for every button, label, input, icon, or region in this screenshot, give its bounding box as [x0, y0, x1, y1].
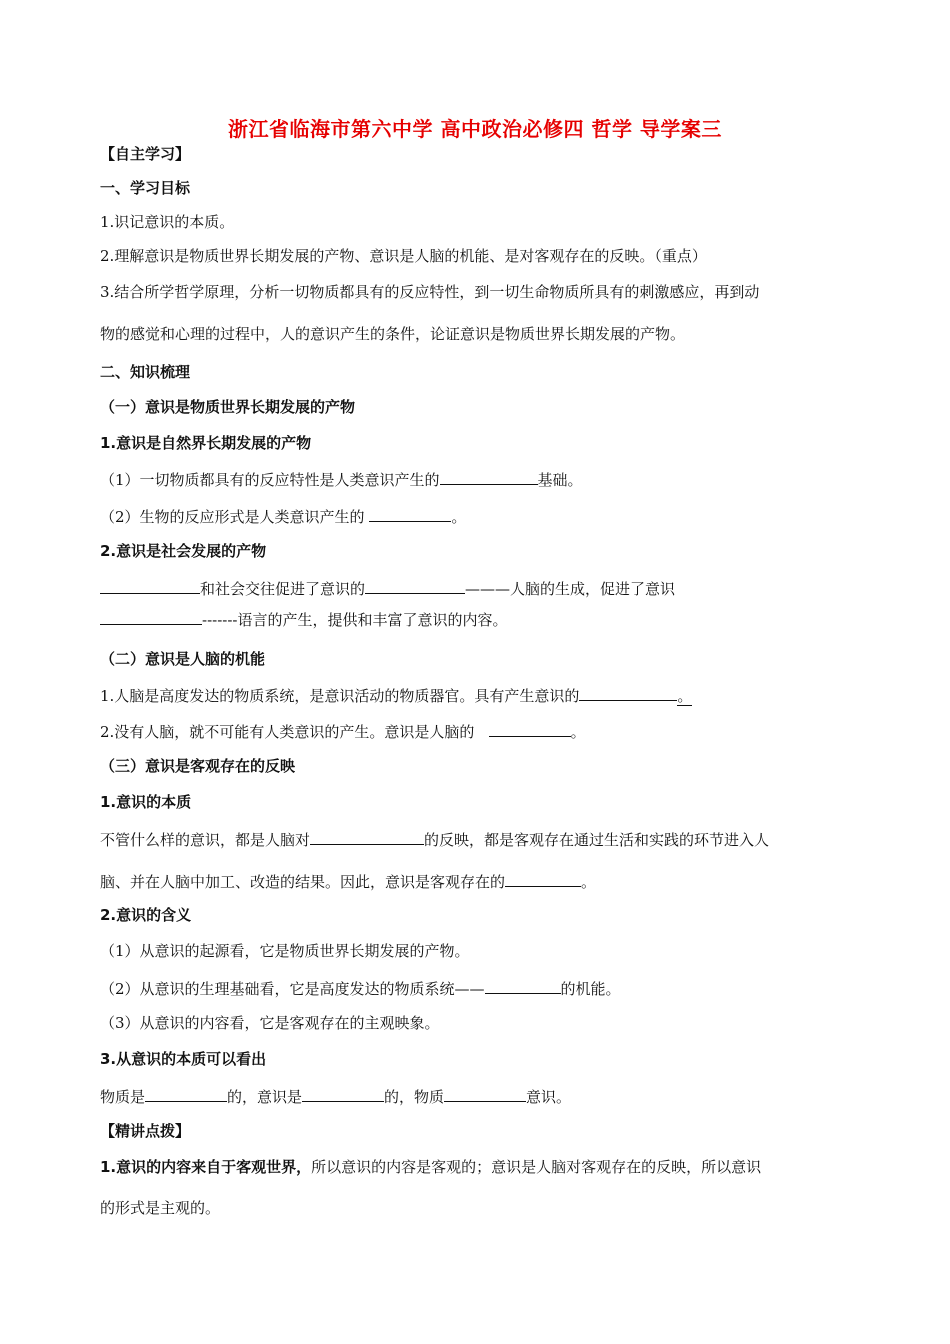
section-key-points: 【精讲点拨】: [100, 1122, 191, 1140]
fill-blank[interactable]: [100, 608, 202, 625]
key-point-1-line-2: 的形式是主观的。: [100, 1199, 221, 1217]
fill-blank[interactable]: [485, 977, 561, 994]
item-2-2: [100, 720, 586, 742]
text: 所以意识的内容是客观的；意识是人脑对客观存在的反映，所以意识: [311, 1158, 762, 1176]
subsection-3-3: 3.从意识的本质可以看出: [100, 1050, 267, 1068]
text: 的，意识是: [227, 1088, 303, 1106]
text: 。: [451, 508, 467, 526]
item-3-2-b: [100, 977, 621, 999]
item-1-2-b: [100, 608, 507, 630]
text: 。: [570, 723, 586, 741]
goal-2: 2.理解意识是物质世界长期发展的产物、意识是人脑的机能、是对客观存在的反映。（重点）: [100, 247, 707, 265]
text-bold: 1.意识的内容来自于客观世界，: [100, 1158, 312, 1176]
subsection-3: （三）意识是客观存在的反映: [100, 757, 296, 775]
goal-3-line-1: 3.结合所学哲学原理，分析一切物质都具有的反应特性，到一切生命物质所具有的刺激感应，再到动: [100, 283, 760, 301]
item-3-2-c: （3）从意识的内容看，它是客观存在的主观映象。: [100, 1014, 440, 1032]
item-1-1-a: [100, 468, 583, 490]
fill-blank[interactable]: [444, 1085, 526, 1102]
heading-learning-goals: 一、学习目标: [100, 179, 191, 197]
goal-3-line-2: 物的感觉和心理的过程中，人的意识产生的条件，论证意识是物质世界长期发展的产物。: [100, 325, 686, 343]
goal-1: 1.识记意识的本质。: [100, 213, 235, 231]
text: （2）生物的反应形式是人类意识产生的: [100, 508, 370, 526]
fill-blank[interactable]: [489, 720, 571, 737]
fill-blank[interactable]: [440, 468, 538, 485]
key-point-1-line-1: [100, 1157, 761, 1177]
text: 和社会交往促进了意识的: [200, 580, 366, 598]
fill-blank[interactable]: [100, 577, 200, 594]
section-self-study: 【自主学习】: [100, 145, 191, 163]
text: （1）一切物质都具有的反应特性是人类意识产生的: [100, 471, 440, 489]
text: 意识。: [526, 1088, 572, 1106]
text: 2.没有人脑，就不可能有人类意识的产生。意识是人脑的: [100, 723, 489, 741]
fill-blank[interactable]: [365, 577, 465, 594]
text: 。: [581, 873, 597, 891]
item-2-1: [100, 684, 692, 706]
text: -------语言的产生，提供和丰富了意识的内容。: [202, 611, 508, 629]
item-1-1-b: [100, 505, 466, 527]
text: 脑、并在人脑中加工、改造的结果。因此，意识是客观存在的: [100, 873, 506, 891]
item-3-1-a: [100, 828, 769, 850]
fill-blank[interactable]: [505, 870, 581, 887]
fill-blank[interactable]: [310, 828, 424, 845]
text: 的机能。: [560, 980, 621, 998]
item-3-1-b: [100, 870, 596, 892]
text: （2）从意识的生理基础看，它是高度发达的物质系统——: [100, 980, 485, 998]
fill-blank[interactable]: [302, 1085, 384, 1102]
subsection-3-1: 1.意识的本质: [100, 793, 192, 811]
fill-blank[interactable]: [145, 1085, 227, 1102]
text: 。: [677, 687, 693, 705]
text: 物质是: [100, 1088, 146, 1106]
item-1-2-a: [100, 577, 675, 599]
fill-blank[interactable]: [579, 684, 677, 701]
fill-blank[interactable]: [369, 505, 451, 522]
subsection-1-2: 2.意识是社会发展的产物: [100, 542, 267, 560]
item-3-3-a: [100, 1085, 571, 1107]
text: 的反映，都是客观存在通过生活和实践的环节进入人: [424, 831, 770, 849]
subsection-1-1: 1.意识是自然界长期发展的产物: [100, 434, 312, 452]
text: 基础。: [537, 471, 583, 489]
document-title: 浙江省临海市第六中学 高中政治必修四 哲学 导学案三: [228, 117, 722, 141]
item-3-2-a: （1）从意识的起源看，它是物质世界长期发展的产物。: [100, 942, 470, 960]
subsection-3-2: 2.意识的含义: [100, 906, 192, 924]
text: 不管什么样的意识，都是人脑对: [100, 831, 311, 849]
text: 1.人脑是高度发达的物质系统，是意识活动的物质器官。具有产生意识的: [100, 687, 580, 705]
subsection-1: （一）意识是物质世界长期发展的产物: [100, 398, 356, 416]
text: 的，物质: [384, 1088, 445, 1106]
subsection-2: （二）意识是人脑的机能: [100, 650, 266, 668]
text: ———人脑的生成，促进了意识: [465, 580, 676, 598]
heading-knowledge-review: 二、知识梳理: [100, 363, 191, 381]
